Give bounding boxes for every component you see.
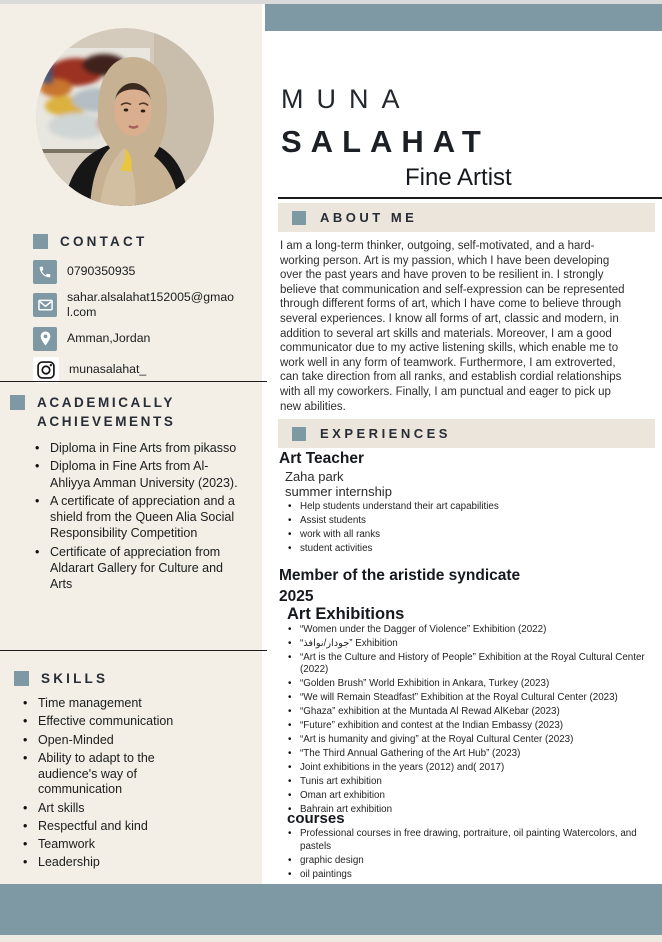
heading-square-icon [10, 395, 25, 410]
exhibitions-list [300, 624, 660, 818]
skills-list [38, 696, 203, 874]
header-rule [278, 197, 662, 199]
exhibition-item: • “Golden Brush” World Exhibition in Ankara, Turkey (2023) [300, 678, 660, 691]
profile-photo-illustration [36, 28, 214, 206]
exhibition-item: • Bahrain art exhibition [300, 804, 660, 817]
achievement-item: • Diploma in Fine Arts from pikasso [50, 440, 240, 456]
contact-item-email [33, 290, 238, 321]
exhibition-item: • Tunis art exhibition [300, 776, 660, 789]
heading-square-icon [33, 234, 48, 249]
achievement-item: • Diploma in Fine Arts from Al-Ahliyya Amman University (2023). [50, 458, 240, 491]
last-name: SALAHAT [281, 124, 490, 159]
contact-item-instagram [33, 357, 238, 383]
duty-item: • Help students understand their art capabilities [300, 501, 650, 514]
skill-item: • Time management [38, 696, 203, 712]
contact-instagram-text: munasalahat_ [69, 362, 147, 377]
skills-heading-label: SKILLS [41, 671, 109, 686]
courses-heading: courses [287, 810, 345, 827]
membership-title: Member of the aristide syndicate [279, 567, 521, 584]
contact-list [33, 260, 238, 389]
exhibition-item: • “The Third Annual Gathering of the Art Hub” (2023) [300, 748, 660, 761]
contact-phone-text: 0790350935 [67, 264, 136, 279]
heading-square-icon [14, 671, 29, 686]
contact-item-phone [33, 260, 238, 284]
exhibition-item: • Joint exhibitions in the years (2012) and( 2017) [300, 762, 660, 775]
about-section-header [278, 203, 655, 232]
achievements-heading-line1: ACADEMICALLY [37, 395, 175, 410]
exhibition-item: • “Future” exhibition and contest at the Indian Embassy (2023) [300, 720, 660, 733]
course-item: • graphic design [300, 855, 656, 868]
duties-list [300, 501, 650, 558]
contact-heading-label: CONTACT [60, 234, 148, 249]
phone-icon [33, 260, 57, 284]
employer: Zaha park [285, 469, 344, 484]
about-text: I am a long-term thinker, outgoing, self-motivated, and a hard-working person. Art is my passion, which I have been developing over the past years and have proven to be resilient in. I strongly believe that communication and self-expression can be represented through different forms of art, which I have come to believe through several experiences. I know all forms of art, classic and modern, in addition to several art skills and materials. Moreover, I am a good communicator due to my active listening skills, which enable me to work well in any form of teamwork. Furthermore, I am extroverted, can take direction from all ranks, and establish cordial relationships with all my coworkers. Finally, I am punctual and eager to pick up new abilities. [280, 240, 625, 413]
exhibition-item: • “We will Remain Steadfast” Exhibition at the Royal Cultural Center (2023) [300, 692, 660, 705]
exhibition-item: • “Art is the Culture and History of People” Exhibition at the Royal Cultural Center (2022) [300, 652, 660, 677]
experiences-section-header [278, 419, 655, 448]
achievements-heading-label [37, 394, 175, 432]
location-icon [33, 327, 57, 351]
about-heading-label: ABOUT ME [320, 210, 418, 225]
first-name: MUNA [281, 84, 413, 114]
achievement-item: • Certificate of appreciation from Aldarart Gallery for Culture and Arts [50, 544, 240, 593]
skill-item: • Respectful and kind [38, 819, 203, 835]
skill-item: • Effective communication [38, 714, 203, 730]
exhibition-item: • “Art is humanity and giving” at the Royal Cultural Center (2023) [300, 734, 660, 747]
footer-accent-bar [0, 884, 662, 935]
exhibition-item: • Oman art exhibition [300, 790, 660, 803]
duty-item: • Assist students [300, 515, 650, 528]
duty-item: • work with all ranks [300, 529, 650, 542]
experiences-heading-label: EXPERIENCES [320, 426, 451, 441]
skill-item: • Ability to adapt to the audience's way of communication [38, 751, 203, 798]
sidebar-divider [0, 650, 267, 651]
profile-photo [36, 28, 214, 206]
membership-year: 2025 [279, 588, 314, 605]
achievements-heading-line2: ACHIEVEMENTS [37, 413, 176, 429]
instagram-icon [33, 357, 59, 383]
heading-square-icon [292, 427, 306, 441]
courses-list [300, 828, 656, 883]
skill-item: • Leadership [38, 855, 203, 871]
course-item: • Professional courses in free drawing, portraiture, oil painting Watercolors, and pastels [300, 828, 656, 853]
skill-item: • Teamwork [38, 837, 203, 853]
bottom-edge-strip [0, 935, 662, 942]
achievements-heading [10, 394, 175, 432]
contact-item-location [33, 327, 238, 351]
email-icon [33, 293, 57, 317]
exhibition-item: • “Women under the Dagger of Violence” Exhibition (2022) [300, 624, 660, 637]
main-column [278, 0, 662, 942]
heading-square-icon [292, 211, 306, 225]
achievement-item: • A certificate of appreciation and a shield from the Queen Alia Social Responsibility Competition [50, 493, 240, 542]
profession-title: Fine Artist [405, 164, 512, 191]
achievements-list [50, 440, 240, 594]
exhibition-item: • “جودار/نوافذ” Exhibition [300, 638, 660, 651]
exhibition-item: • “Ghaza” exhibition at the Muntada Al Rewad AlKebar (2023) [300, 706, 660, 719]
job-period: summer internship [285, 484, 392, 499]
skills-heading [14, 670, 108, 689]
duty-item: • student activities [300, 543, 650, 556]
contact-heading [33, 233, 147, 252]
contact-location-text: Amman,Jordan [67, 331, 151, 346]
skill-item: • Art skills [38, 801, 203, 817]
sidebar-divider [0, 381, 267, 382]
course-item: • oil paintings [300, 869, 656, 882]
sidebar [0, 4, 262, 884]
skill-item: • Open-Minded [38, 733, 203, 749]
contact-email-text: sahar.alsalahat152005@gmaol.com [67, 290, 234, 320]
job-title: Art Teacher [279, 450, 364, 467]
exhibitions-heading: Art Exhibitions [287, 605, 405, 623]
